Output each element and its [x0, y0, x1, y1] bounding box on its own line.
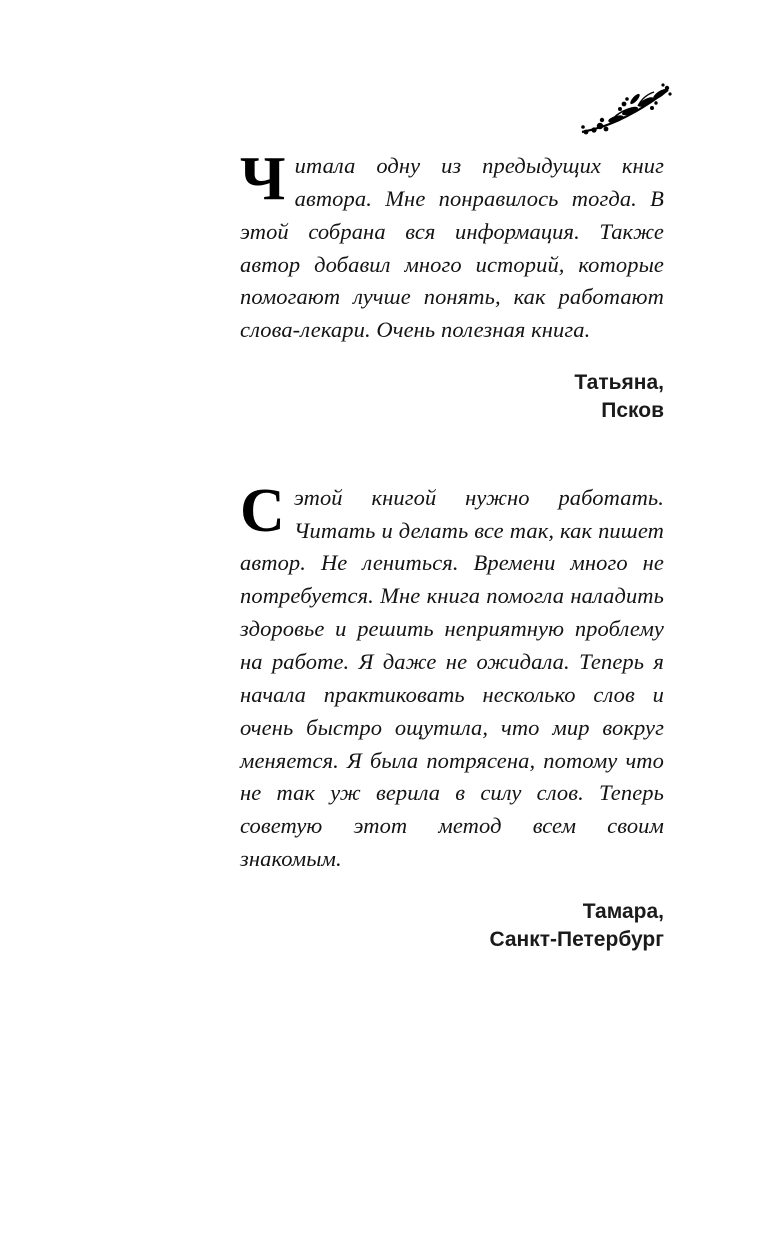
drop-cap: Ч [240, 145, 286, 213]
signature-author: Тамара, [582, 899, 664, 923]
testimonial-paragraph [240, 145, 664, 347]
testimonial-block-1 [240, 145, 664, 426]
testimonial-signature [240, 898, 664, 955]
page-content [240, 145, 664, 955]
floral-branch-ornament-icon [580, 82, 672, 138]
signature-author: Татьяна, [574, 371, 664, 395]
testimonial-text: итала одну из предыдущих книг автора. Мне понравилось тогда. В этой собрана вся информация. Также автор добавил много историй, которые помогают лучше понять, как работают слова-лекари. Очень полезная книга. [240, 153, 664, 343]
testimonial-paragraph [240, 476, 664, 876]
signature-city: Псков [601, 399, 664, 423]
drop-cap: С [240, 476, 285, 545]
testimonial-signature [240, 369, 664, 426]
testimonial-text: этой книгой нужно работать. Читать и делать все так, как пишет автор. Не лениться. Времени много не потребуется. Мне книга помогла наладить здоровье и решить неприятную проблему на работе. Я даже не ожидала. Теперь я начала практиковать несколько слов и очень быстро ощутила, что мир вокруг меняется. Я была потрясена, потому что не так уж верила в силу слов. Теперь советую этот метод всем своим знакомым. [240, 484, 664, 872]
signature-city: Санкт-Петербург [489, 928, 664, 952]
testimonial-block-2 [240, 476, 664, 955]
